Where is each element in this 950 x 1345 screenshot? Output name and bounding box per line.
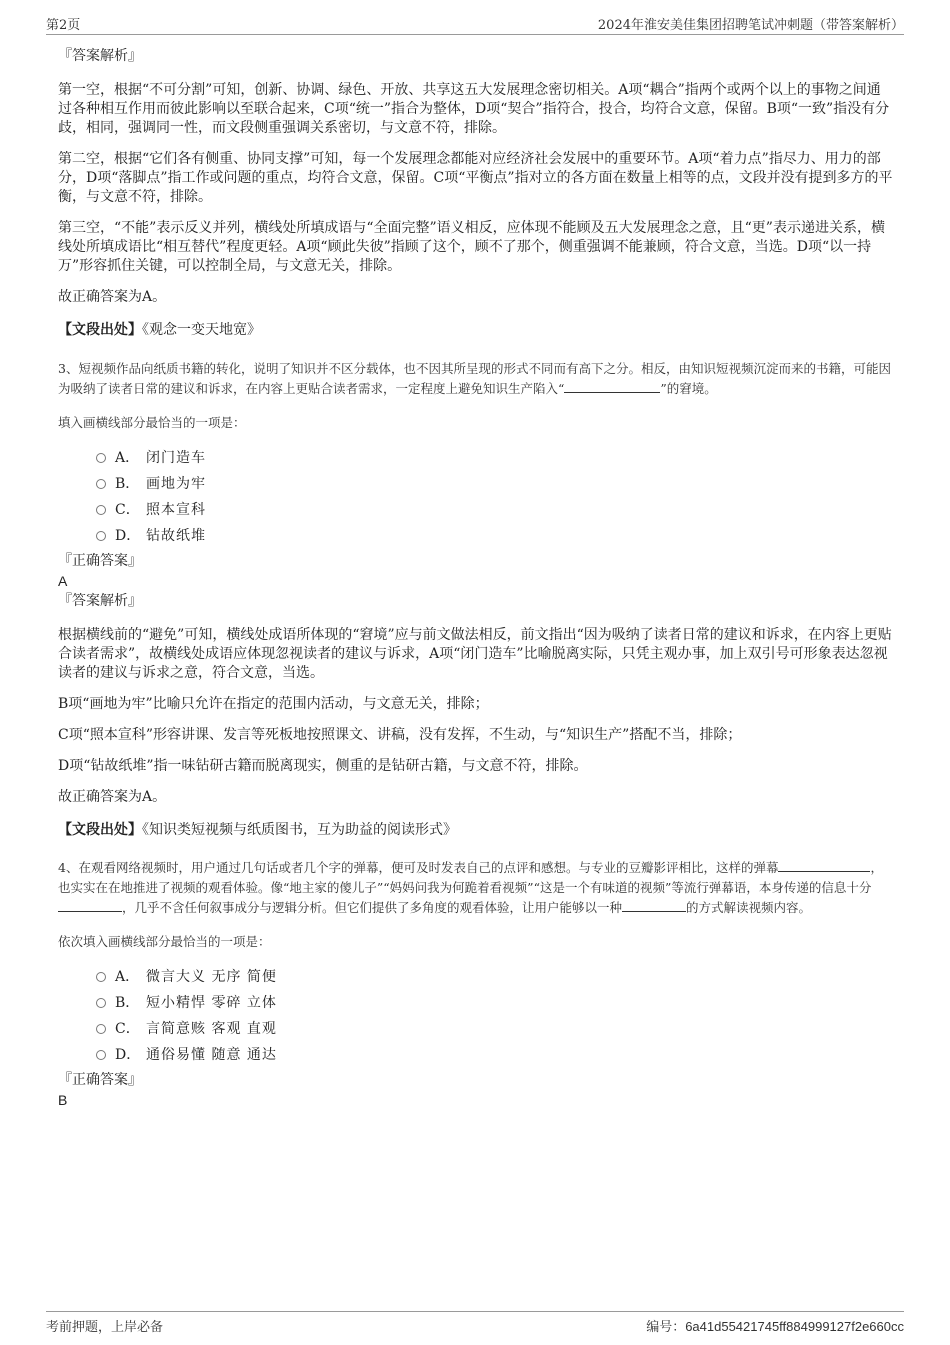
option-letter: B．	[115, 995, 140, 1011]
q4-stem-text-b: ，也实实在在地推进了视频的观看体验。像“地主家的傻儿子”“妈妈问我为何跪着看视频”“这是一个有味道的视频”等流行弹幕语，本身传递的信息十分	[58, 860, 883, 895]
q4-stem	[58, 858, 894, 918]
q4-options	[58, 964, 894, 1068]
document-id: 编号：6a41d55421745ff884999127f2e660cc	[646, 1319, 904, 1334]
q3-source	[58, 821, 894, 840]
radio-icon[interactable]	[96, 1024, 106, 1034]
option-letter: D．	[115, 1047, 141, 1063]
q2-source-title: 《观念一变天地宽》	[142, 322, 261, 338]
option-letter: C．	[115, 502, 140, 518]
analysis-label: 『答案解析』	[58, 48, 142, 64]
q3-analysis-1: 根据横线前的“避免”可知，横线处成语所体现的“窘境”应与前文做法相反，前文指出“因为吸纳了读者日常的建议和诉求，在内容上更贴合读者需求”，故横线处成语应体现忽视读者的建议与诉求，A项“闭门造车”比喻脱离实际，只凭主观办事，加上双引号可形象表达忽视读者的建议与诉求之意，符合文意，当选。	[58, 627, 892, 681]
option-letter: D．	[115, 528, 141, 544]
q2-analysis-2: 第二空，根据“它们各有侧重、协同支撑”可知，每一个发展理念都能对应经济社会发展中的重要环节。A项“着力点”指尽力、用力的部分，D项“落脚点”指工作或问题的重点，均符合文意，保留。C项“平衡点”指对立的各方面在数量上相等的点，文段并没有提到多方的平衡，与文意不符，排除。	[58, 151, 893, 205]
option-text: 短小精悍 零碎 立体	[146, 995, 277, 1011]
q2-conclusion: 故正确答案为A。	[58, 289, 167, 305]
page-footer	[46, 1311, 904, 1336]
radio-icon[interactable]	[96, 453, 106, 463]
option-letter: A．	[115, 450, 140, 466]
option-text: 画地为牢	[146, 476, 206, 492]
option-letter: B．	[115, 476, 140, 492]
q3-analysis-3: C项“照本宣科”形容讲课、发言等死板地按照课文、讲稿，没有发挥，不生动，与“知识生产”搭配不当，排除；	[58, 727, 742, 743]
correct-label: 『正确答案』	[58, 553, 142, 569]
q3-analysis-2: B项“画地为牢”比喻只允许在指定的范围内活动，与文意无关，排除；	[58, 696, 489, 712]
source-label: 【文段出处】	[58, 322, 142, 338]
q3-prompt: 填入画横线部分最恰当的一项是：	[58, 415, 246, 430]
q3-stem-text-a: 3、短视频作品向纸质书籍的转化，说明了知识并不区分载体，也不因其所呈现的形式不同而有高下之分。相反，由知识短视频沉淀而来的书籍，可能因为吸纳了读者日常的建议和诉求，在内容上更贴合读者需求，一定程度上避免知识生产陷入“	[58, 361, 891, 396]
q3-source-title: 《知识类短视频与纸质图书，互为助益的阅读形式》	[142, 822, 457, 838]
q3-stem-text-b: ”的窘境。	[660, 381, 717, 396]
q2-analysis-3: 第三空，“不能”表示反义并列，横线处所填成语与“全面完整”语义相反，应体现不能顾及五大发展理念之意，且“更”表示递进关系，横线处所填成语比“相互替代”程度更轻。A项“顾此失彼”指顾了这个，顾不了那个，侧重强调不能兼顾，符合文意，当选。D项“以一持万”形容抓住关键，可以控制全局，与文意无关，排除。	[58, 220, 885, 274]
q3-option-c[interactable]	[58, 497, 894, 523]
footer-slogan: 考前押题，上岸必备	[46, 1320, 164, 1335]
q3-stem	[58, 359, 894, 399]
q4-blank-3	[622, 898, 686, 912]
q4-blank-1	[778, 858, 870, 872]
source-label: 【文段出处】	[58, 822, 142, 838]
q4-stem-text-d: 的方式解读视频内容。	[686, 900, 812, 915]
q4-option-a[interactable]	[58, 964, 894, 990]
option-text: 钻故纸堆	[146, 528, 206, 544]
analysis-label: 『答案解析』	[58, 593, 142, 609]
q4-answer: B	[58, 1092, 68, 1108]
q3-answer: A	[58, 573, 68, 589]
option-text: 通俗易懂 随意 通达	[146, 1047, 277, 1063]
q4-option-d[interactable]	[58, 1042, 894, 1068]
correct-label: 『正确答案』	[58, 1072, 142, 1088]
page-number: 第2页	[46, 18, 81, 33]
radio-icon[interactable]	[96, 998, 106, 1008]
radio-icon[interactable]	[96, 1050, 106, 1060]
q4-option-c[interactable]	[58, 1016, 894, 1042]
radio-icon[interactable]	[96, 531, 106, 541]
document-title: 2024年淮安美佳集团招聘笔试冲刺题（带答案解析）	[597, 18, 904, 33]
option-letter: A．	[115, 969, 140, 985]
page-content	[58, 44, 894, 1110]
option-letter: C．	[115, 1021, 140, 1037]
page-header	[46, 10, 904, 35]
radio-icon[interactable]	[96, 505, 106, 515]
radio-icon[interactable]	[96, 479, 106, 489]
q4-stem-text-a: 4、在观看网络视频时，用户通过几句话或者几个字的弹幕，便可及时发表自己的点评和感想。与专业的豆瓣影评相比，这样的弹幕	[58, 860, 779, 875]
q4-stem-text-c: ，几乎不含任何叙事成分与逻辑分析。但它们提供了多角度的观看体验，让用户能够以一种	[122, 900, 623, 915]
option-text: 闭门造车	[146, 450, 206, 466]
q3-analysis-4: D项“钻故纸堆”指一味钻研古籍而脱离现实，侧重的是钻研古籍，与文意不符，排除。	[58, 758, 588, 774]
q4-blank-2	[58, 898, 122, 912]
q4-option-b[interactable]	[58, 990, 894, 1016]
q3-option-d[interactable]	[58, 523, 894, 549]
option-text: 言简意赅 客观 直观	[146, 1021, 277, 1037]
q3-conclusion: 故正确答案为A。	[58, 789, 167, 805]
q3-option-b[interactable]	[58, 471, 894, 497]
q3-options	[58, 445, 894, 549]
option-text: 微言大义 无序 简便	[146, 969, 277, 985]
q4-prompt: 依次填入画横线部分最恰当的一项是：	[58, 934, 271, 949]
q2-source	[58, 321, 894, 340]
q2-analysis-1: 第一空，根据“不可分割”可知，创新、协调、绿色、开放、共享这五大发展理念密切相关。A项“耦合”指两个或两个以上的事物之间通过各种相互作用而彼此影响以至联合起来，C项“统一”指合为整体，D项“契合”指符合，投合，均符合文意，保留。B项“一致”指没有分歧，相同，强调同一性，而文段侧重强调关系密切，与文意不符，排除。	[58, 82, 890, 136]
q3-option-a[interactable]	[58, 445, 894, 471]
radio-icon[interactable]	[96, 972, 106, 982]
option-text: 照本宣科	[146, 502, 206, 518]
q3-blank	[564, 379, 660, 393]
